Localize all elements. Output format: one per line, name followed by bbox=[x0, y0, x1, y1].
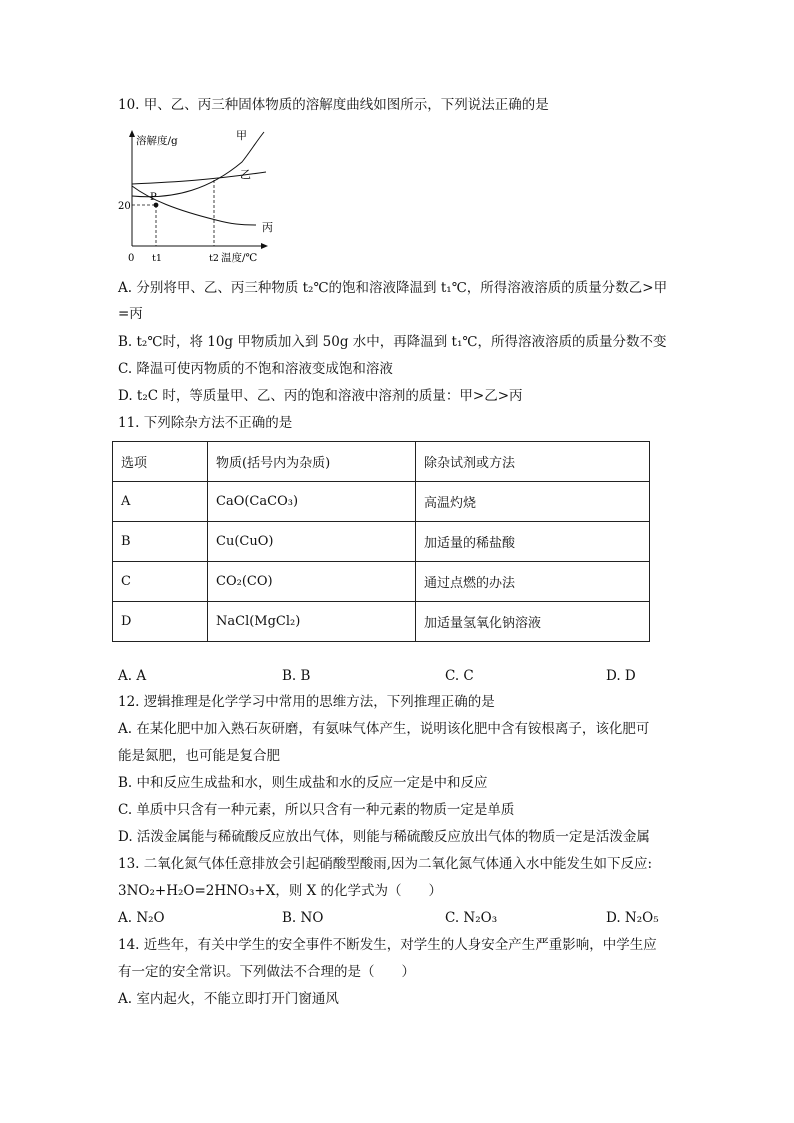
q13-stem-line2: 3NO₂+H₂O=2HNO₃+X，则 X 的化学式为（ ） bbox=[118, 883, 443, 899]
header-cell: 物质(括号内为杂质) bbox=[208, 442, 416, 482]
x-tick-t2: t2 bbox=[209, 253, 219, 264]
q11-option-b: B. B bbox=[282, 668, 311, 684]
y-axis-arrow bbox=[129, 130, 135, 137]
q13-option-d: D. N₂O₅ bbox=[606, 910, 659, 926]
q10-option-d: D. t₂C 时，等质量甲、乙、丙的饱和溶液中溶剂的质量：甲>乙>丙 bbox=[118, 388, 523, 404]
q10-stem: 10. 甲、乙、丙三种固体物质的溶解度曲线如图所示，下列说法正确的是 bbox=[118, 97, 549, 113]
q11-option-d: D. D bbox=[606, 668, 636, 684]
q10-option-c: C. 降温可使丙物质的不饱和溶液变成饱和溶液 bbox=[118, 361, 393, 377]
table-header-row bbox=[113, 442, 650, 482]
q12-option-a-line2: 能是氮肥，也可能是复合肥 bbox=[118, 748, 280, 764]
table-cell: 高温灼烧 bbox=[416, 482, 650, 522]
table-cell: 加适量的稀盐酸 bbox=[416, 522, 650, 562]
impurity-table bbox=[112, 441, 650, 642]
point-p bbox=[154, 203, 159, 208]
table-cell: 通过点燃的办法 bbox=[416, 562, 650, 602]
x-tick-t1: t1 bbox=[152, 253, 162, 264]
x-axis-label: 温度/℃ bbox=[221, 252, 258, 264]
point-label: P bbox=[150, 192, 157, 203]
table-cell: CaO(CaCO₃) bbox=[208, 482, 416, 522]
x-axis-arrow bbox=[261, 243, 268, 249]
table-row bbox=[113, 522, 650, 562]
q10-option-b: B. t₂℃时，将 10g 甲物质加入到 50g 水中，再降温到 t₁℃，所得溶液溶质的质量分数不变 bbox=[118, 334, 667, 350]
table-cell: B bbox=[113, 522, 208, 562]
table-row bbox=[113, 602, 650, 642]
table-cell: C bbox=[113, 562, 208, 602]
q13-stem-line1: 13. 二氧化氮气体任意排放会引起硝酸型酸雨,因为二氧化氮气体通入水中能发生如下反应: bbox=[118, 856, 653, 872]
q13-option-a: A. N₂O bbox=[118, 910, 165, 926]
q11-stem: 11. 下列除杂方法不正确的是 bbox=[118, 415, 293, 431]
table-cell: CO₂(CO) bbox=[208, 562, 416, 602]
table-cell: D bbox=[113, 602, 208, 642]
header-cell: 选项 bbox=[113, 442, 208, 482]
q13-option-c: C. N₂O₃ bbox=[445, 910, 498, 926]
q11-option-c: C. C bbox=[445, 668, 474, 684]
q12-option-d: D. 活泼金属能与稀硫酸反应放出气体，则能与稀硫酸反应放出气体的物质一定是活泼金属 bbox=[118, 829, 650, 845]
q11-option-a: A. A bbox=[118, 668, 147, 684]
q14-option-a: A. 室内起火，不能立即打开门窗通风 bbox=[118, 991, 339, 1007]
table-cell: A bbox=[113, 482, 208, 522]
table-cell: 加适量氢氧化钠溶液 bbox=[416, 602, 650, 642]
series-label-jia: 甲 bbox=[236, 129, 247, 142]
q10-option-a-line1: A. 分别将甲、乙、丙三种物质 t₂℃的饱和溶液降温到 t₁℃，所得溶液溶质的质量分数乙>甲 bbox=[118, 280, 668, 296]
q13-option-b: B. NO bbox=[282, 910, 324, 926]
q14-stem-line2: 有一定的安全常识。下列做法不合理的是（ ） bbox=[118, 964, 415, 980]
q12-option-a-line1: A. 在某化肥中加入熟石灰研磨，有氨味气体产生，说明该化肥中含有铵根离子，该化肥可 bbox=[118, 721, 650, 737]
q12-option-b: B. 中和反应生成盐和水，则生成盐和水的反应一定是中和反应 bbox=[118, 775, 488, 791]
table-cell: Cu(CuO) bbox=[208, 522, 416, 562]
q10-option-a-line2: =丙 bbox=[118, 306, 143, 322]
origin-label: 0 bbox=[128, 253, 135, 264]
series-label-yi: 乙 bbox=[240, 168, 251, 181]
q14-stem-line1: 14. 近些年，有关中学生的安全事件不断发生，对学生的人身安全产生严重影响，中学生应 bbox=[118, 937, 657, 953]
y-axis-label: 溶解度/g bbox=[136, 135, 178, 147]
solubility-chart bbox=[116, 128, 286, 268]
q12-option-c: C. 单质中只含有一种元素，所以只含有一种元素的物质一定是单质 bbox=[118, 802, 515, 818]
series-label-bing: 丙 bbox=[262, 221, 273, 234]
table-row bbox=[113, 482, 650, 522]
header-cell: 除杂试剂或方法 bbox=[416, 442, 650, 482]
q12-stem: 12. 逻辑推理是化学学习中常用的思维方法，下列推理正确的是 bbox=[118, 694, 495, 710]
y-tick-20: 20 bbox=[118, 201, 131, 212]
table-cell: NaCl(MgCl₂) bbox=[208, 602, 416, 642]
table-row bbox=[113, 562, 650, 602]
